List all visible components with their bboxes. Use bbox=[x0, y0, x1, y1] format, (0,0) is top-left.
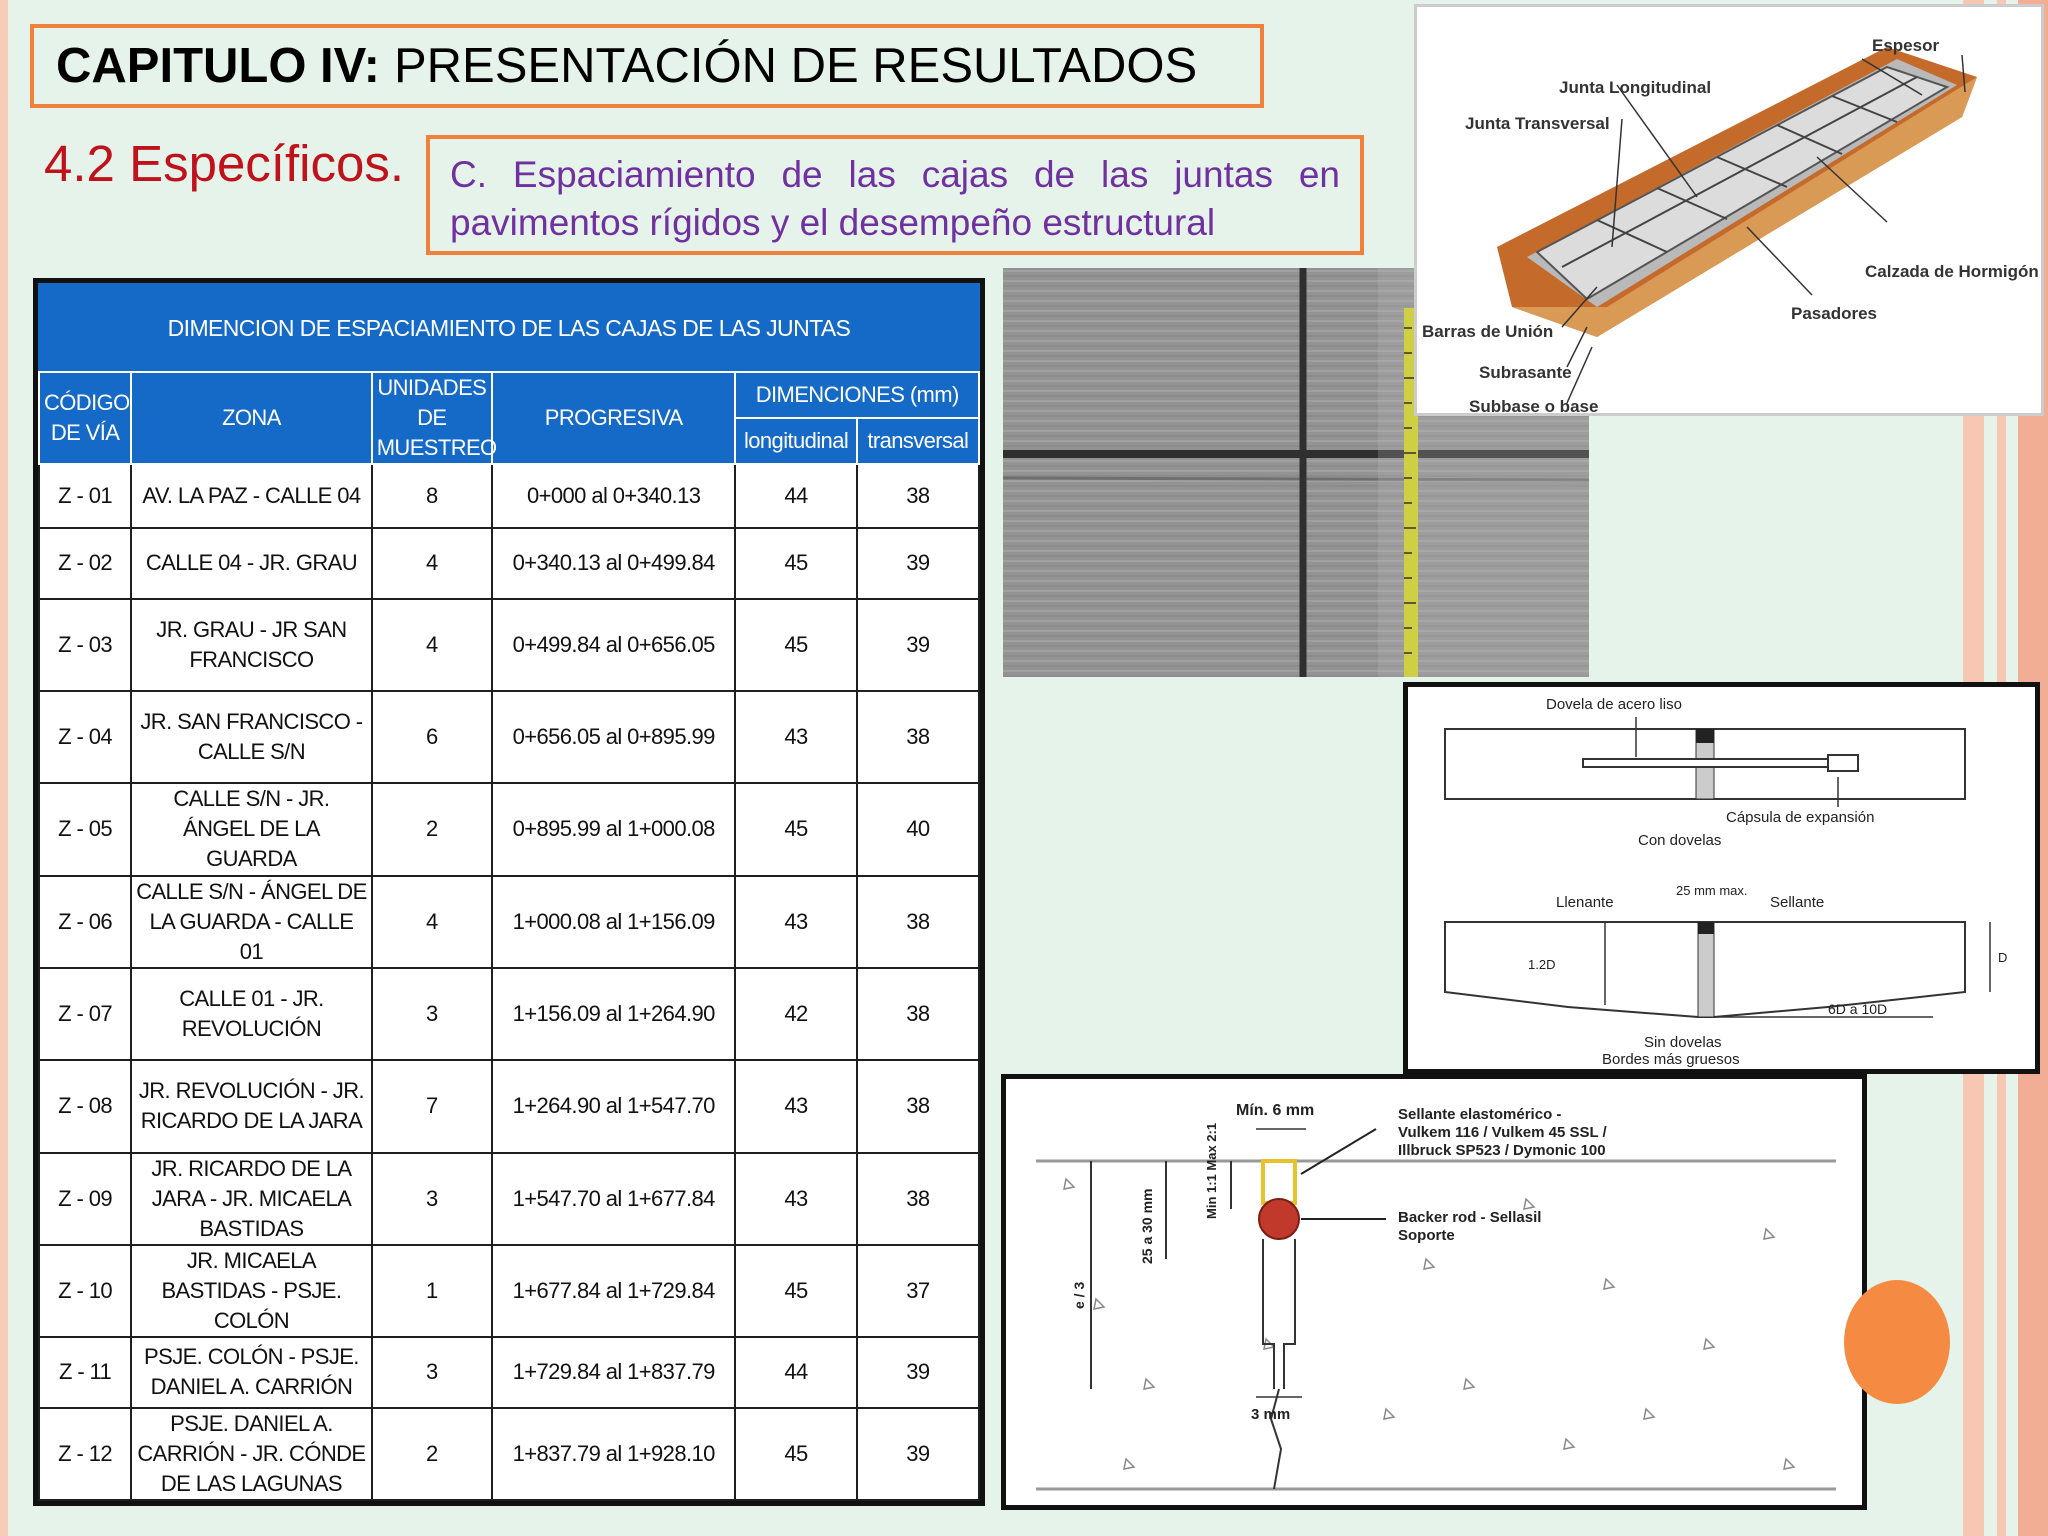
title-text: PRESENTACIÓN DE RESULTADOS bbox=[393, 39, 1198, 93]
cell-zona: JR. SAN FRANCISCO - CALLE S/N bbox=[131, 691, 372, 783]
cell-unidades: 1 bbox=[372, 1245, 492, 1337]
cell-unidades: 2 bbox=[372, 1408, 492, 1500]
cell-longitudinal: 45 bbox=[735, 1408, 856, 1500]
sealant-joint-diagram bbox=[1001, 1074, 1867, 1510]
cell-progresiva: 1+547.70 al 1+677.84 bbox=[492, 1153, 736, 1245]
cell-codigo: Z - 03 bbox=[39, 599, 131, 691]
cell-transversal: 38 bbox=[857, 968, 979, 1060]
label-junta-transversal: Junta Transversal bbox=[1465, 114, 1610, 133]
cell-zona: JR. MICAELA BASTIDAS - PSJE. COLÓN bbox=[131, 1245, 372, 1337]
cell-progresiva: 1+677.84 al 1+729.84 bbox=[492, 1245, 736, 1337]
table-row bbox=[39, 599, 979, 691]
table-row bbox=[39, 1153, 979, 1245]
label-e3: e / 3 bbox=[1071, 1281, 1087, 1309]
cell-unidades: 2 bbox=[372, 783, 492, 875]
label-calzada: Calzada de Hormigón bbox=[1865, 262, 2039, 281]
header-dimensiones: DIMENCIONES (mm) bbox=[735, 372, 979, 418]
cell-zona: CALLE S/N - ÁNGEL DE LA GUARDA - CALLE 01 bbox=[131, 876, 372, 968]
cell-unidades: 3 bbox=[372, 968, 492, 1060]
cell-longitudinal: 42 bbox=[735, 968, 856, 1060]
label-subrasante: Subrasante bbox=[1479, 363, 1572, 382]
cell-codigo: Z - 07 bbox=[39, 968, 131, 1060]
table-row bbox=[39, 783, 979, 875]
cell-progresiva: 0+656.05 al 0+895.99 bbox=[492, 691, 736, 783]
cell-zona: JR. GRAU - JR SAN FRANCISCO bbox=[131, 599, 372, 691]
subtitle-box: C. Espaciamiento de las cajas de las juntas en pavimentos rígidos y el desempeño estructural bbox=[426, 135, 1364, 255]
label-sellante: Sellante bbox=[1770, 894, 1825, 911]
header-transversal: transversal bbox=[857, 418, 979, 464]
cell-codigo: Z - 11 bbox=[39, 1337, 131, 1407]
table-row bbox=[39, 1245, 979, 1337]
label-backer-2: Soporte bbox=[1398, 1227, 1455, 1244]
cell-zona: AV. LA PAZ - CALLE 04 bbox=[131, 464, 372, 528]
cell-codigo: Z - 06 bbox=[39, 876, 131, 968]
label-depth: 25 a 30 mm bbox=[1139, 1188, 1155, 1264]
label-con-dovelas: Con dovelas bbox=[1638, 832, 1722, 849]
label-bordes: Bordes más gruesos bbox=[1602, 1051, 1740, 1068]
cell-zona: CALLE 04 - JR. GRAU bbox=[131, 528, 372, 598]
label-sin-dovelas: Sin dovelas bbox=[1644, 1034, 1722, 1051]
cell-longitudinal: 43 bbox=[735, 1153, 856, 1245]
cell-transversal: 37 bbox=[857, 1245, 979, 1337]
cell-codigo: Z - 04 bbox=[39, 691, 131, 783]
label-ratio: 1.2D bbox=[1528, 957, 1556, 972]
cell-codigo: Z - 05 bbox=[39, 783, 131, 875]
cell-codigo: Z - 01 bbox=[39, 464, 131, 528]
left-decor-stripe bbox=[0, 0, 8, 1536]
label-barras: Barras de Unión bbox=[1422, 322, 1554, 341]
cell-transversal: 38 bbox=[857, 464, 979, 528]
cell-codigo: Z - 02 bbox=[39, 528, 131, 598]
table-row bbox=[39, 1060, 979, 1152]
cell-longitudinal: 45 bbox=[735, 599, 856, 691]
pavement-layers-diagram bbox=[1414, 4, 2044, 416]
cell-unidades: 6 bbox=[372, 691, 492, 783]
label-sellante-2: Vulkem 116 / Vulkem 45 SSL / bbox=[1398, 1124, 1607, 1141]
cell-codigo: Z - 10 bbox=[39, 1245, 131, 1337]
label-subbase: Subbase o base bbox=[1469, 397, 1599, 413]
cell-transversal: 38 bbox=[857, 691, 979, 783]
cell-transversal: 38 bbox=[857, 1060, 979, 1152]
header-codigo: CÓDIGO DE VÍA bbox=[39, 372, 131, 464]
section-heading: 4.2 Específicos. bbox=[44, 135, 405, 192]
label-min6: Mín. 6 mm bbox=[1236, 1102, 1315, 1119]
cell-longitudinal: 44 bbox=[735, 464, 856, 528]
cell-transversal: 39 bbox=[857, 1337, 979, 1407]
table-row bbox=[39, 876, 979, 968]
label-capsula: Cápsula de expansión bbox=[1726, 809, 1875, 826]
cell-longitudinal: 43 bbox=[735, 1060, 856, 1152]
label-range: 6D a 10D bbox=[1828, 1001, 1888, 1017]
cell-unidades: 3 bbox=[372, 1337, 492, 1407]
cell-unidades: 4 bbox=[372, 528, 492, 598]
joint-spacing-table bbox=[33, 278, 985, 1506]
cell-progresiva: 1+729.84 al 1+837.79 bbox=[492, 1337, 736, 1407]
cell-codigo: Z - 08 bbox=[39, 1060, 131, 1152]
label-d: D bbox=[1998, 950, 2008, 965]
label-max: 25 mm max. bbox=[1676, 883, 1748, 898]
label-3mm: 3 mm bbox=[1251, 1406, 1291, 1423]
cell-zona: JR. RICARDO DE LA JARA - JR. MICAELA BASTIDAS bbox=[131, 1153, 372, 1245]
cell-zona: PSJE. COLÓN - PSJE. DANIEL A. CARRIÓN bbox=[131, 1337, 372, 1407]
cell-unidades: 4 bbox=[372, 876, 492, 968]
cell-zona: JR. REVOLUCIÓN - JR. RICARDO DE LA JARA bbox=[131, 1060, 372, 1152]
cell-longitudinal: 43 bbox=[735, 876, 856, 968]
table-row bbox=[39, 1337, 979, 1407]
label-ratio: Min 1:1 Max 2:1 bbox=[1204, 1122, 1219, 1219]
table-row bbox=[39, 968, 979, 1060]
cell-unidades: 7 bbox=[372, 1060, 492, 1152]
header-unidades: UNIDADES DE MUESTREO bbox=[372, 372, 492, 464]
dowel-joint-diagram bbox=[1403, 682, 2040, 1074]
table-row bbox=[39, 464, 979, 528]
cell-unidades: 8 bbox=[372, 464, 492, 528]
cell-progresiva: 0+340.13 al 0+499.84 bbox=[492, 528, 736, 598]
cell-transversal: 39 bbox=[857, 528, 979, 598]
cell-longitudinal: 45 bbox=[735, 1245, 856, 1337]
cell-progresiva: 0+499.84 al 0+656.05 bbox=[492, 599, 736, 691]
cell-unidades: 4 bbox=[372, 599, 492, 691]
cell-progresiva: 0+895.99 al 1+000.08 bbox=[492, 783, 736, 875]
cell-zona: PSJE. DANIEL A. CARRIÓN - JR. CÓNDE DE LAS LAGUNAS bbox=[131, 1408, 372, 1500]
table-title: DIMENCION DE ESPACIAMIENTO DE LAS CAJAS DE LAS JUNTAS bbox=[39, 284, 979, 372]
cell-transversal: 39 bbox=[857, 1408, 979, 1500]
table-row bbox=[39, 691, 979, 783]
label-junta-longitudinal: Junta Longitudinal bbox=[1559, 78, 1712, 97]
label-espesor: Espesor bbox=[1872, 36, 1940, 55]
header-longitudinal: longitudinal bbox=[735, 418, 856, 464]
decorative-circle bbox=[1844, 1280, 1950, 1404]
title-chapter: CAPITULO IV: bbox=[56, 39, 380, 93]
cell-longitudinal: 45 bbox=[735, 528, 856, 598]
cell-progresiva: 1+000.08 al 1+156.09 bbox=[492, 876, 736, 968]
cell-zona: CALLE 01 - JR. REVOLUCIÓN bbox=[131, 968, 372, 1060]
header-progresiva: PROGRESIVA bbox=[492, 372, 736, 464]
cell-codigo: Z - 12 bbox=[39, 1408, 131, 1500]
label-pasadores: Pasadores bbox=[1791, 304, 1877, 323]
cell-longitudinal: 43 bbox=[735, 691, 856, 783]
cell-unidades: 3 bbox=[372, 1153, 492, 1245]
label-dovela: Dovela de acero liso bbox=[1546, 696, 1682, 713]
cell-codigo: Z - 09 bbox=[39, 1153, 131, 1245]
cell-transversal: 39 bbox=[857, 599, 979, 691]
cell-progresiva: 0+000 al 0+340.13 bbox=[492, 464, 736, 528]
label-sellante-1: Sellante elastomérico - bbox=[1398, 1106, 1562, 1123]
cell-transversal: 40 bbox=[857, 783, 979, 875]
cell-transversal: 38 bbox=[857, 876, 979, 968]
cell-longitudinal: 44 bbox=[735, 1337, 856, 1407]
cell-progresiva: 1+264.90 al 1+547.70 bbox=[492, 1060, 736, 1152]
table-row bbox=[39, 528, 979, 598]
header-zona: ZONA bbox=[131, 372, 372, 464]
cell-longitudinal: 45 bbox=[735, 783, 856, 875]
cell-transversal: 38 bbox=[857, 1153, 979, 1245]
table-row bbox=[39, 1408, 979, 1500]
label-llenante: Llenante bbox=[1556, 894, 1614, 911]
slide-title bbox=[30, 24, 1264, 108]
cell-zona: CALLE S/N - JR. ÁNGEL DE LA GUARDA bbox=[131, 783, 372, 875]
label-backer-1: Backer rod - Sellasil bbox=[1398, 1209, 1542, 1226]
label-sellante-3: Illbruck SP523 / Dymonic 100 bbox=[1398, 1142, 1606, 1159]
cell-progresiva: 1+837.79 al 1+928.10 bbox=[492, 1408, 736, 1500]
cell-progresiva: 1+156.09 al 1+264.90 bbox=[492, 968, 736, 1060]
